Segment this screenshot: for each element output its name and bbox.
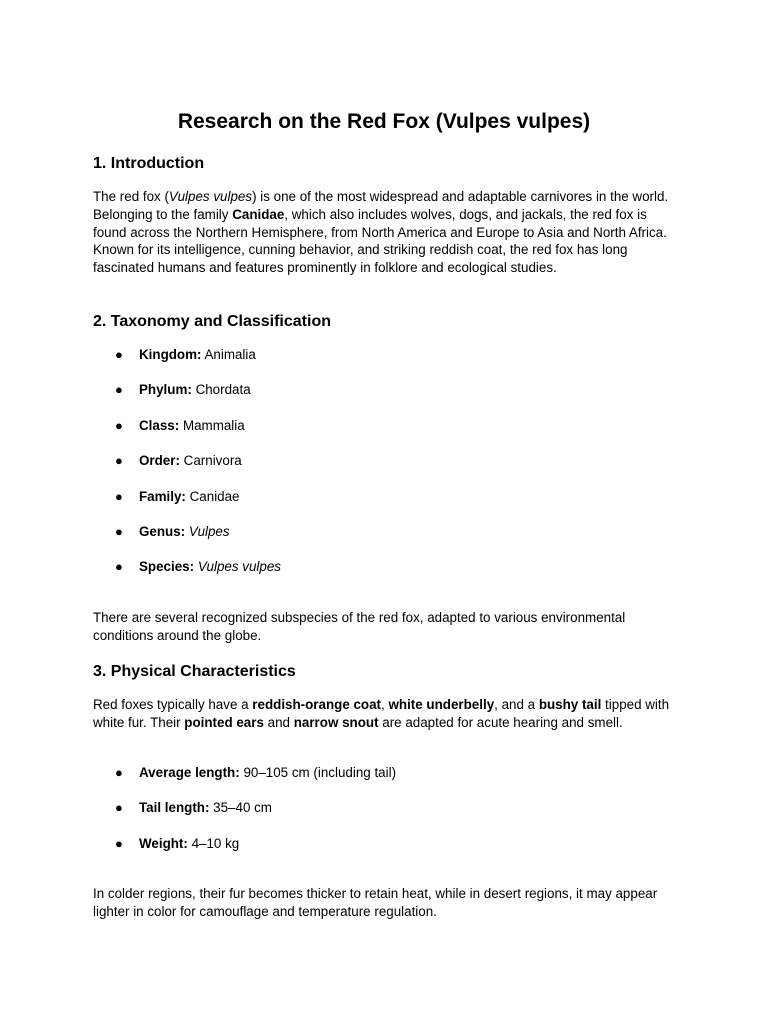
bullet-icon: ● (115, 347, 123, 362)
physical-bold-snout: narrow snout (293, 714, 379, 730)
physical-text: tipped with white fur. Their (93, 697, 670, 730)
taxonomy-value: Animalia (204, 347, 256, 362)
physical-text: are adapted for acute hearing and smell. (378, 714, 623, 730)
measurement-item-weight (0, 835, 768, 870)
intro-family-name: Canidae (232, 206, 285, 222)
section-heading-physical: 3. Physical Characteristics (93, 663, 296, 680)
section-heading-taxonomy: 2. Taxonomy and Classification (93, 313, 331, 330)
taxonomy-value: Chordata (195, 382, 251, 398)
taxonomy-value: Vulpes vulpes (197, 559, 281, 575)
intro-text-2: ) is one of the most widespread and adaptable carnivores in the world. Belonging to the family (93, 189, 669, 222)
bullet-icon: ● (115, 800, 123, 816)
document-title: Research on the Red Fox (Vulpes vulpes) (177, 110, 591, 133)
taxonomy-label: Order: (139, 453, 180, 469)
physical-bold-tail: bushy tail (538, 697, 602, 712)
measurement-label: Weight: (139, 835, 188, 851)
taxonomy-value: Carnivora (183, 453, 242, 469)
intro-text-1: The red fox ( (93, 189, 169, 204)
physical-bold-ears: pointed ears (184, 714, 264, 730)
physical-text: , (381, 697, 389, 712)
taxonomy-value: Mammalia (182, 417, 245, 433)
taxonomy-item-phylum (0, 381, 768, 416)
taxonomy-item-class (0, 417, 768, 452)
taxonomy-label: Genus: (139, 523, 186, 539)
bullet-icon: ● (115, 835, 123, 851)
measurement-label: Tail length: (139, 800, 210, 816)
measurement-value: 35–40 cm (213, 800, 272, 816)
physical-text: , and a (494, 697, 539, 712)
bullet-icon: ● (115, 488, 123, 504)
taxonomy-list (0, 346, 768, 594)
bullet-icon: ● (115, 382, 123, 398)
taxonomy-label: Class: (139, 417, 180, 433)
physical-bold-coat: reddish-orange coat (252, 697, 382, 712)
section-heading-introduction: 1. Introduction (93, 155, 205, 172)
bullet-icon: ● (115, 559, 123, 575)
taxonomy-label: Kingdom: (139, 347, 202, 362)
taxonomy-value: Canidae (189, 488, 240, 504)
physical-bold-underbelly: white underbelly (388, 697, 495, 712)
introduction-paragraph (93, 188, 683, 277)
intro-text-3: , which also includes wolves, dogs, and jackals, the red fox is found across the Northern Hemisphere, from North America and Europe to Asia and North Africa. Known for its intelligence, cunning behavior, and striking reddish coat, the red fox has long fascinated humans and features prominently in folklore and ecological studies. (93, 206, 667, 276)
measurement-item-tail-length (0, 799, 768, 834)
taxonomy-item-species (0, 558, 768, 593)
bullet-icon: ● (115, 453, 123, 469)
subspecies-paragraph: There are several recognized subspecies of the red fox, adapted to various environmental conditions around the globe. (93, 610, 626, 643)
bullet-icon: ● (115, 417, 123, 433)
bullet-icon: ● (115, 765, 123, 780)
taxonomy-value: Vulpes (188, 523, 230, 539)
intro-species-name: Vulpes vulpes (168, 189, 253, 204)
measurement-item-length (0, 764, 768, 799)
climate-adaptation-paragraph: In colder regions, their fur becomes thicker to retain heat, while in desert regions, it may appear lighter in color for camouflage and temperature regulation. (93, 886, 658, 919)
taxonomy-item-kingdom (0, 346, 768, 381)
taxonomy-item-order (0, 452, 768, 487)
taxonomy-label: Phylum: (139, 382, 192, 398)
taxonomy-item-family (0, 488, 768, 523)
measurement-value: 4–10 kg (191, 835, 240, 851)
physical-measurements-list (0, 764, 768, 870)
taxonomy-label: Family: (139, 488, 186, 504)
taxonomy-item-genus (0, 523, 768, 558)
physical-text: and (263, 714, 294, 730)
physical-paragraph (93, 696, 683, 732)
physical-text: Red foxes typically have a (93, 697, 253, 712)
taxonomy-label: Species: (139, 559, 195, 575)
measurement-label: Average length: (139, 765, 240, 780)
bullet-icon: ● (115, 523, 123, 539)
measurement-value: 90–105 cm (including tail) (243, 765, 397, 780)
